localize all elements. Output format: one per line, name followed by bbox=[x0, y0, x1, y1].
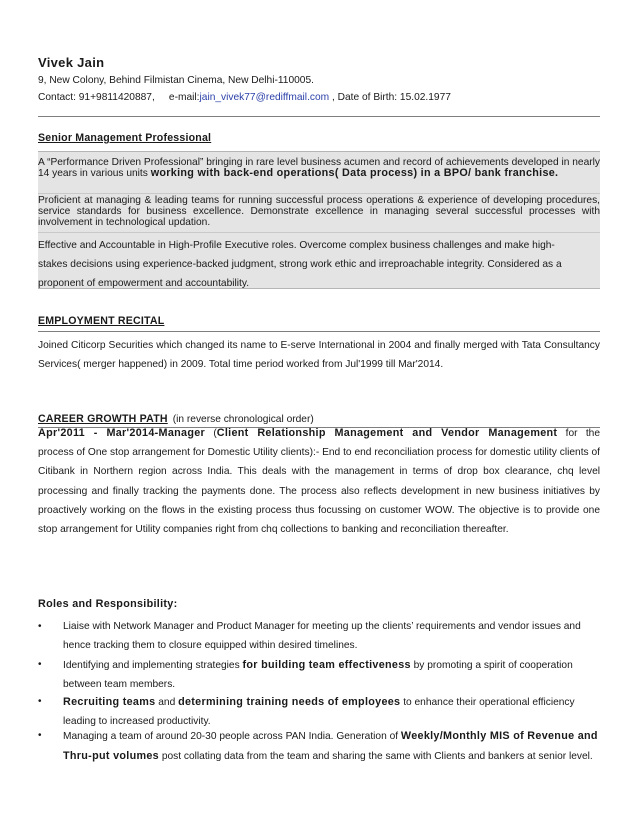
role-description bbox=[38, 424, 600, 539]
profile-separator bbox=[38, 232, 600, 233]
profile-para-3-line-2: stakes decisions using experience-backed judgment, strong work ethic and irreproachable integrity. Considered as a bbox=[38, 259, 562, 270]
employment-title: EMPLOYMENT RECITAL bbox=[38, 315, 165, 327]
bullet-text-pre: Identifying and implementing strategies bbox=[63, 660, 243, 671]
contact-prefix: Contact: 91+9811420887, e-mail: bbox=[38, 92, 200, 103]
bullet-text-bold: Weekly/Monthly MIS of Revenue and Thru-put volumes bbox=[63, 730, 598, 762]
profile-para-3 bbox=[38, 236, 600, 293]
bullet-text-post: to enhance their operational efficiency leading to increased productivity. bbox=[63, 697, 575, 727]
career-title: CAREER GROWTH PATH bbox=[38, 413, 168, 425]
bullet-text-post: post collating data from the team and sharing the same with Clients and bankers at senior level. bbox=[158, 750, 593, 762]
candidate-name: Vivek Jain bbox=[38, 55, 105, 70]
profile-para-2: Proficient at managing & leading teams for running successful process operations & experience of developing procedures, service standards for business excellence. Demonstrate excellence in managing several successful processes with involvement in technological updation. bbox=[38, 195, 600, 229]
bullet-text-bold: Recruiting teams bbox=[63, 696, 156, 708]
role-desc: process of One stop arrangement for Domestic Utility clients):- End to end reconciliation process for domestic utility clients of Citibank in Northern region across India. This deals with the management in terms of drop box clearance, chq level processing and finally tracking the payments done. The process also reflects development in new business initiatives by proactively working on the flows in the existing process thus focussing on customer WOW. The objective is to provide one stop arrangement for Utility companies right from chq collections to banking and reconciliation thereafter. bbox=[38, 447, 600, 536]
profile-title: Senior Management Professional bbox=[38, 132, 212, 144]
role-header-line bbox=[38, 424, 600, 443]
role-after: for the bbox=[557, 428, 601, 439]
bullet-dot: • bbox=[38, 621, 42, 632]
bullet-text-post: by promoting a spirit of cooperation between team members. bbox=[63, 660, 573, 690]
bullet-text-pre: Managing a team of around 20-30 people across PAN India. Generation of bbox=[63, 731, 401, 742]
profile-para-1-bold: working with back-end operations( Data process) in a BPO/ bank franchise. bbox=[150, 167, 559, 180]
role-open-paren: ( bbox=[205, 428, 217, 439]
bullet-text-bold: determining training needs of employees bbox=[178, 696, 401, 708]
bullet-item bbox=[38, 656, 600, 696]
bullet-text bbox=[63, 693, 598, 732]
address: 9, New Colony, Behind Filmistan Cinema, New Delhi-110005. bbox=[38, 75, 314, 86]
responsibilities-title: Roles and Responsibility: bbox=[38, 598, 178, 610]
contact-line bbox=[38, 92, 451, 103]
bullet-dot: • bbox=[38, 696, 42, 707]
bullet-text-mid: and bbox=[155, 697, 179, 708]
bullet-text bbox=[63, 656, 598, 695]
profile-para-3-line-3: proponent of empowerment and accountability. bbox=[38, 278, 250, 289]
profile-summary-box bbox=[38, 151, 600, 289]
profile-separator bbox=[38, 193, 600, 194]
contact-suffix: , Date of Birth: 15.02.1977 bbox=[329, 92, 451, 103]
profile-para-3-line-1: Effective and Accountable in High-Profile Executive roles. Overcome complex business challenges and make high- bbox=[38, 240, 555, 251]
bullet-item bbox=[38, 618, 600, 658]
bullet-dot: • bbox=[38, 730, 42, 741]
divider bbox=[38, 331, 600, 332]
career-subtitle: (in reverse chronological order) bbox=[172, 414, 314, 425]
email-link[interactable]: jain_vivek77@rediffmail.com bbox=[199, 92, 330, 103]
bullet-text bbox=[63, 727, 598, 767]
employment-text: Joined Citicorp Securities which changed its name to E-serve International in 2004 and finally merged with Tata Consultancy Services( merger happened) in 2009. Total time period worked from Jul'1999 till Mar'2014. bbox=[38, 340, 600, 371]
bullet-item bbox=[38, 727, 600, 787]
profile-para-1-text: A “Performance Driven Professional” bringing in rare level business acumen and record of achievements developed in nearly 14 years in various units bbox=[38, 157, 600, 180]
bullet-dot: • bbox=[38, 659, 42, 670]
bullet-text-bold: for building team effectiveness bbox=[242, 659, 411, 671]
bullet-text: Liaise with Network Manager and Product Manager for meeting up the clients’ requirements and vendor issues and hence tracking them to closure equipped within desired timelines. bbox=[63, 621, 581, 651]
profile-para-1 bbox=[38, 157, 600, 179]
role-period: Apr'2011 - Mar'2014-Manager bbox=[38, 427, 206, 439]
divider bbox=[38, 116, 600, 117]
role-name: Client Relationship Management and Vendor Management bbox=[216, 427, 558, 439]
